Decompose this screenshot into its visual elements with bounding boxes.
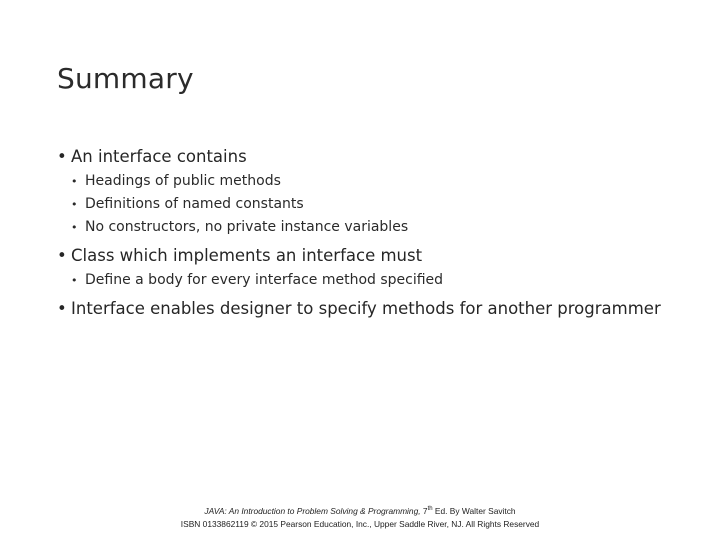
bullet-text: Interface enables designer to specify methods for another programmer bbox=[71, 299, 661, 318]
sub-bullet-list bbox=[57, 269, 667, 292]
bullet-icon: • bbox=[57, 147, 67, 166]
sub-bullet-list bbox=[57, 170, 667, 239]
sub-bullet-text: Definitions of named constants bbox=[85, 196, 304, 212]
sub-bullet-text: Define a body for every interface method specified bbox=[85, 272, 444, 288]
sub-bullet-icon: • bbox=[71, 221, 78, 234]
footer-citation bbox=[0, 505, 720, 518]
sub-bullet-item bbox=[57, 269, 667, 292]
footer-edition-suffix: th bbox=[427, 506, 433, 513]
bullet-item bbox=[57, 146, 667, 168]
slide-footer bbox=[0, 505, 720, 531]
sub-bullet-text: No constructors, no private instance variables bbox=[85, 219, 409, 235]
bullet-item bbox=[57, 298, 667, 320]
sub-bullet-icon: • bbox=[71, 175, 78, 188]
footer-edition-number: 7 bbox=[422, 506, 428, 516]
footer-copyright: ISBN 0133862119 © 2015 Pearson Education, Inc., Upper Saddle River, NJ. All Rights Reserved bbox=[180, 519, 540, 529]
sub-bullet-item bbox=[57, 170, 667, 193]
bullet-text: Class which implements an interface must bbox=[71, 246, 423, 265]
bullet-icon: • bbox=[57, 299, 67, 318]
bullet-text: An interface contains bbox=[71, 147, 247, 166]
sub-bullet-text: Headings of public methods bbox=[85, 173, 281, 189]
footer-edition-rest: Ed. By Walter Savitch bbox=[432, 506, 516, 516]
sub-bullet-item bbox=[57, 216, 667, 239]
slide-title: Summary bbox=[57, 62, 194, 95]
sub-bullet-icon: • bbox=[71, 198, 78, 211]
footer-book-title: JAVA: An Introduction to Problem Solving & Programming, bbox=[204, 506, 421, 516]
bullet-item bbox=[57, 245, 667, 267]
slide-content bbox=[57, 146, 667, 320]
bullet-icon: • bbox=[57, 246, 67, 265]
sub-bullet-icon: • bbox=[71, 274, 78, 287]
sub-bullet-item bbox=[57, 193, 667, 216]
